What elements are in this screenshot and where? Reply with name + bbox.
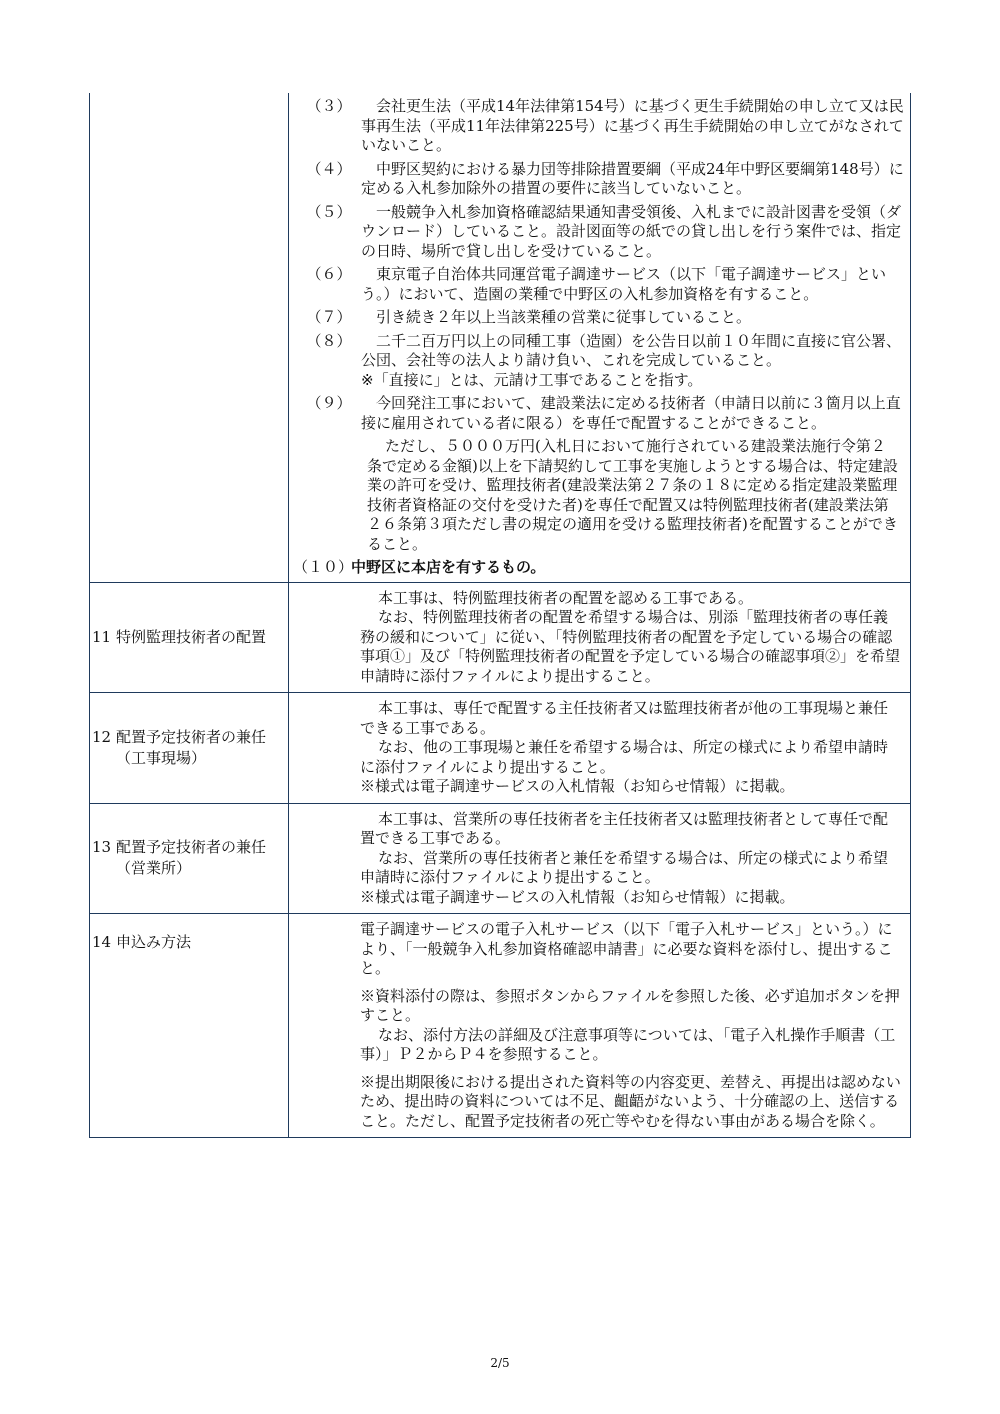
body-paragraph: なお、他の工事現場と兼任を希望する場合は、所定の様式により希望申請時に添付ファイルにより提出すること。 <box>360 738 889 776</box>
row-label: 配置予定技術者の兼任（工事現場） <box>116 727 267 767</box>
table-row-12 <box>90 693 911 804</box>
body-paragraph: なお、特例監理技術者の配置を希望する場合は、別添「監理技術者の専任義務の緩和について」に従い、「特例監理技術者の配置を予定している場合の確認事項①」及び「特例監理技術者の配置を予定している場合の確認事項②」を希望申請時に添付ファイルにより提出すること。 <box>360 608 901 685</box>
row-body-cell <box>289 693 911 804</box>
item-mark: （５） <box>306 202 352 221</box>
body-paragraph: ※資料添付の際は、参照ボタンからファイルを参照した後、必ず追加ボタンを押すこと。 <box>360 986 900 1024</box>
proviso-text: ただし、５０００万円(入札日において施行されている建設業法施行令第２条で定める金額)以上を下請契約して工事を実施しようとする場合は、特定建設業の許可を受け、監理技術者(建設業法第２７条の１８に定める指定建設業監理技術者資格証の交付を受けた者)を専任で配置又は特例監理技術者(建設業法第２６条第３項ただし書の規定の適用を受ける監理技術者)を配置することができること。 <box>367 437 898 553</box>
body-paragraph: ※提出期限後における提出された資料等の内容変更、差替え、再提出は認めないため、提出時の資料については不足、齟齬がないよう、十分確認の上、送信すること。ただし、配置予定技術者の死亡等やむを得ない事由がある場合を除く。 <box>360 1072 901 1130</box>
row-body-cell <box>289 582 911 693</box>
row-label-empty <box>90 93 289 582</box>
row-body-cell <box>289 914 911 1138</box>
list-item <box>297 394 906 433</box>
item-mark: （３） <box>306 97 352 115</box>
item-mark: （１０） <box>293 558 354 576</box>
row-number: 12 <box>92 727 112 746</box>
body-paragraph: なお、添付方法の詳細及び注意事項等については、「電子入札操作手順書（工事）」Ｐ２からＰ４を参照すること。 <box>360 1025 896 1063</box>
table-row-eligibility <box>90 93 911 582</box>
row-label-cell <box>90 803 289 914</box>
page-number: 2/5 <box>490 1356 510 1370</box>
row-body-cell <box>289 803 911 914</box>
body-paragraph: 本工事は、営業所の専任技術者を主任技術者又は監理技術者として専任で配置できる工事である。 <box>360 809 889 847</box>
body-paragraph: 本工事は、専任で配置する主任技術者又は監理技術者が他の工事現場と兼任できる工事である。 <box>360 699 889 737</box>
list-item <box>297 160 906 199</box>
list-item <box>297 308 906 328</box>
list-item <box>297 265 906 304</box>
item-text: 会社更生法（平成14年法律第154号）に基づく更生手続開始の申し立て又は民事再生法（平成11年法律第225号）に基づく再生手続開始の申し立てがなされていないこと。 <box>361 97 904 154</box>
item-text: 一般競争入札参加資格確認結果通知書受領後、入札までに設計図書を受領（ダウンロード）していること。設計図面等の紙での貸し出しを行う案件では、指定の日時、場所で貸し出しを受けていること。 <box>361 202 902 260</box>
list-item <box>297 332 906 391</box>
item-text: 中野区契約における暴力団等排除措置要綱（平成24年中野区要綱第148号）に定める入札参加除外の措置の要件に該当していないこと。 <box>361 159 904 197</box>
item-text: 今回発注工事において、建設業法に定める技術者（申請日以前に３箇月以上直接に雇用されている者に限る）を専任で配置することができること。 <box>361 394 901 432</box>
requirements-table <box>89 93 911 1138</box>
row-label: 特例監理技術者の配置 <box>116 627 267 646</box>
item-note: ※「直接に」とは、元請け工事であることを指す。 <box>361 370 703 389</box>
item-body <box>361 332 906 391</box>
body-paragraph: なお、営業所の専任技術者と兼任を希望する場合は、所定の様式により希望申請時に添付ファイルにより提出すること。 <box>360 848 889 886</box>
body-paragraph: 電子調達サービスの電子入札サービス（以下「電子入札サービス」という。）により、「一般競争入札参加資格確認申請書」に必要な資料を添付し、提出すること。 <box>360 920 893 977</box>
row-label-cell <box>90 693 289 804</box>
list-item <box>297 203 906 262</box>
item-mark: （９） <box>306 394 352 412</box>
item-text: 中野区に本店を有するもの。 <box>351 558 546 576</box>
table-row-14 <box>90 914 911 1138</box>
body-note: ※様式は電子調達サービスの入札情報（お知らせ情報）に掲載。 <box>360 777 795 795</box>
row-number: 13 <box>92 838 112 857</box>
item-mark: （４） <box>306 159 352 178</box>
body-paragraph: 本工事は、特例監理技術者の配置を認める工事である。 <box>378 588 754 607</box>
row-label-cell <box>90 914 289 1138</box>
table-row-11 <box>90 582 911 693</box>
item-text: 引き続き２年以上当該業種の営業に従事していること。 <box>361 308 752 326</box>
item-text: 二千二百万円以上の同種工事（造園）を公告日以前１０年間に直接に官公署、公団、会社等の法人より請け負い、これを完成していること。 <box>361 331 902 369</box>
row-label: 申込み方法 <box>116 933 192 951</box>
table-row-13 <box>90 803 911 914</box>
item-mark: （７） <box>306 308 352 326</box>
list-item <box>297 97 906 156</box>
row-number: 14 <box>92 933 112 951</box>
row-label-cell <box>90 582 289 693</box>
eligibility-cell <box>289 93 911 582</box>
item-text: 東京電子自治体共同運営電子調達サービス（以下「電子調達サービス」という。）において、造園の業種で中野区の入札参加資格を有すること。 <box>361 265 887 303</box>
row-label: 配置予定技術者の兼任（営業所） <box>116 838 267 878</box>
row-number: 11 <box>92 627 112 646</box>
item-mark: （８） <box>306 331 352 350</box>
body-note: ※様式は電子調達サービスの入札情報（お知らせ情報）に掲載。 <box>360 887 795 906</box>
item-mark: （６） <box>306 265 352 283</box>
list-item <box>293 558 906 578</box>
